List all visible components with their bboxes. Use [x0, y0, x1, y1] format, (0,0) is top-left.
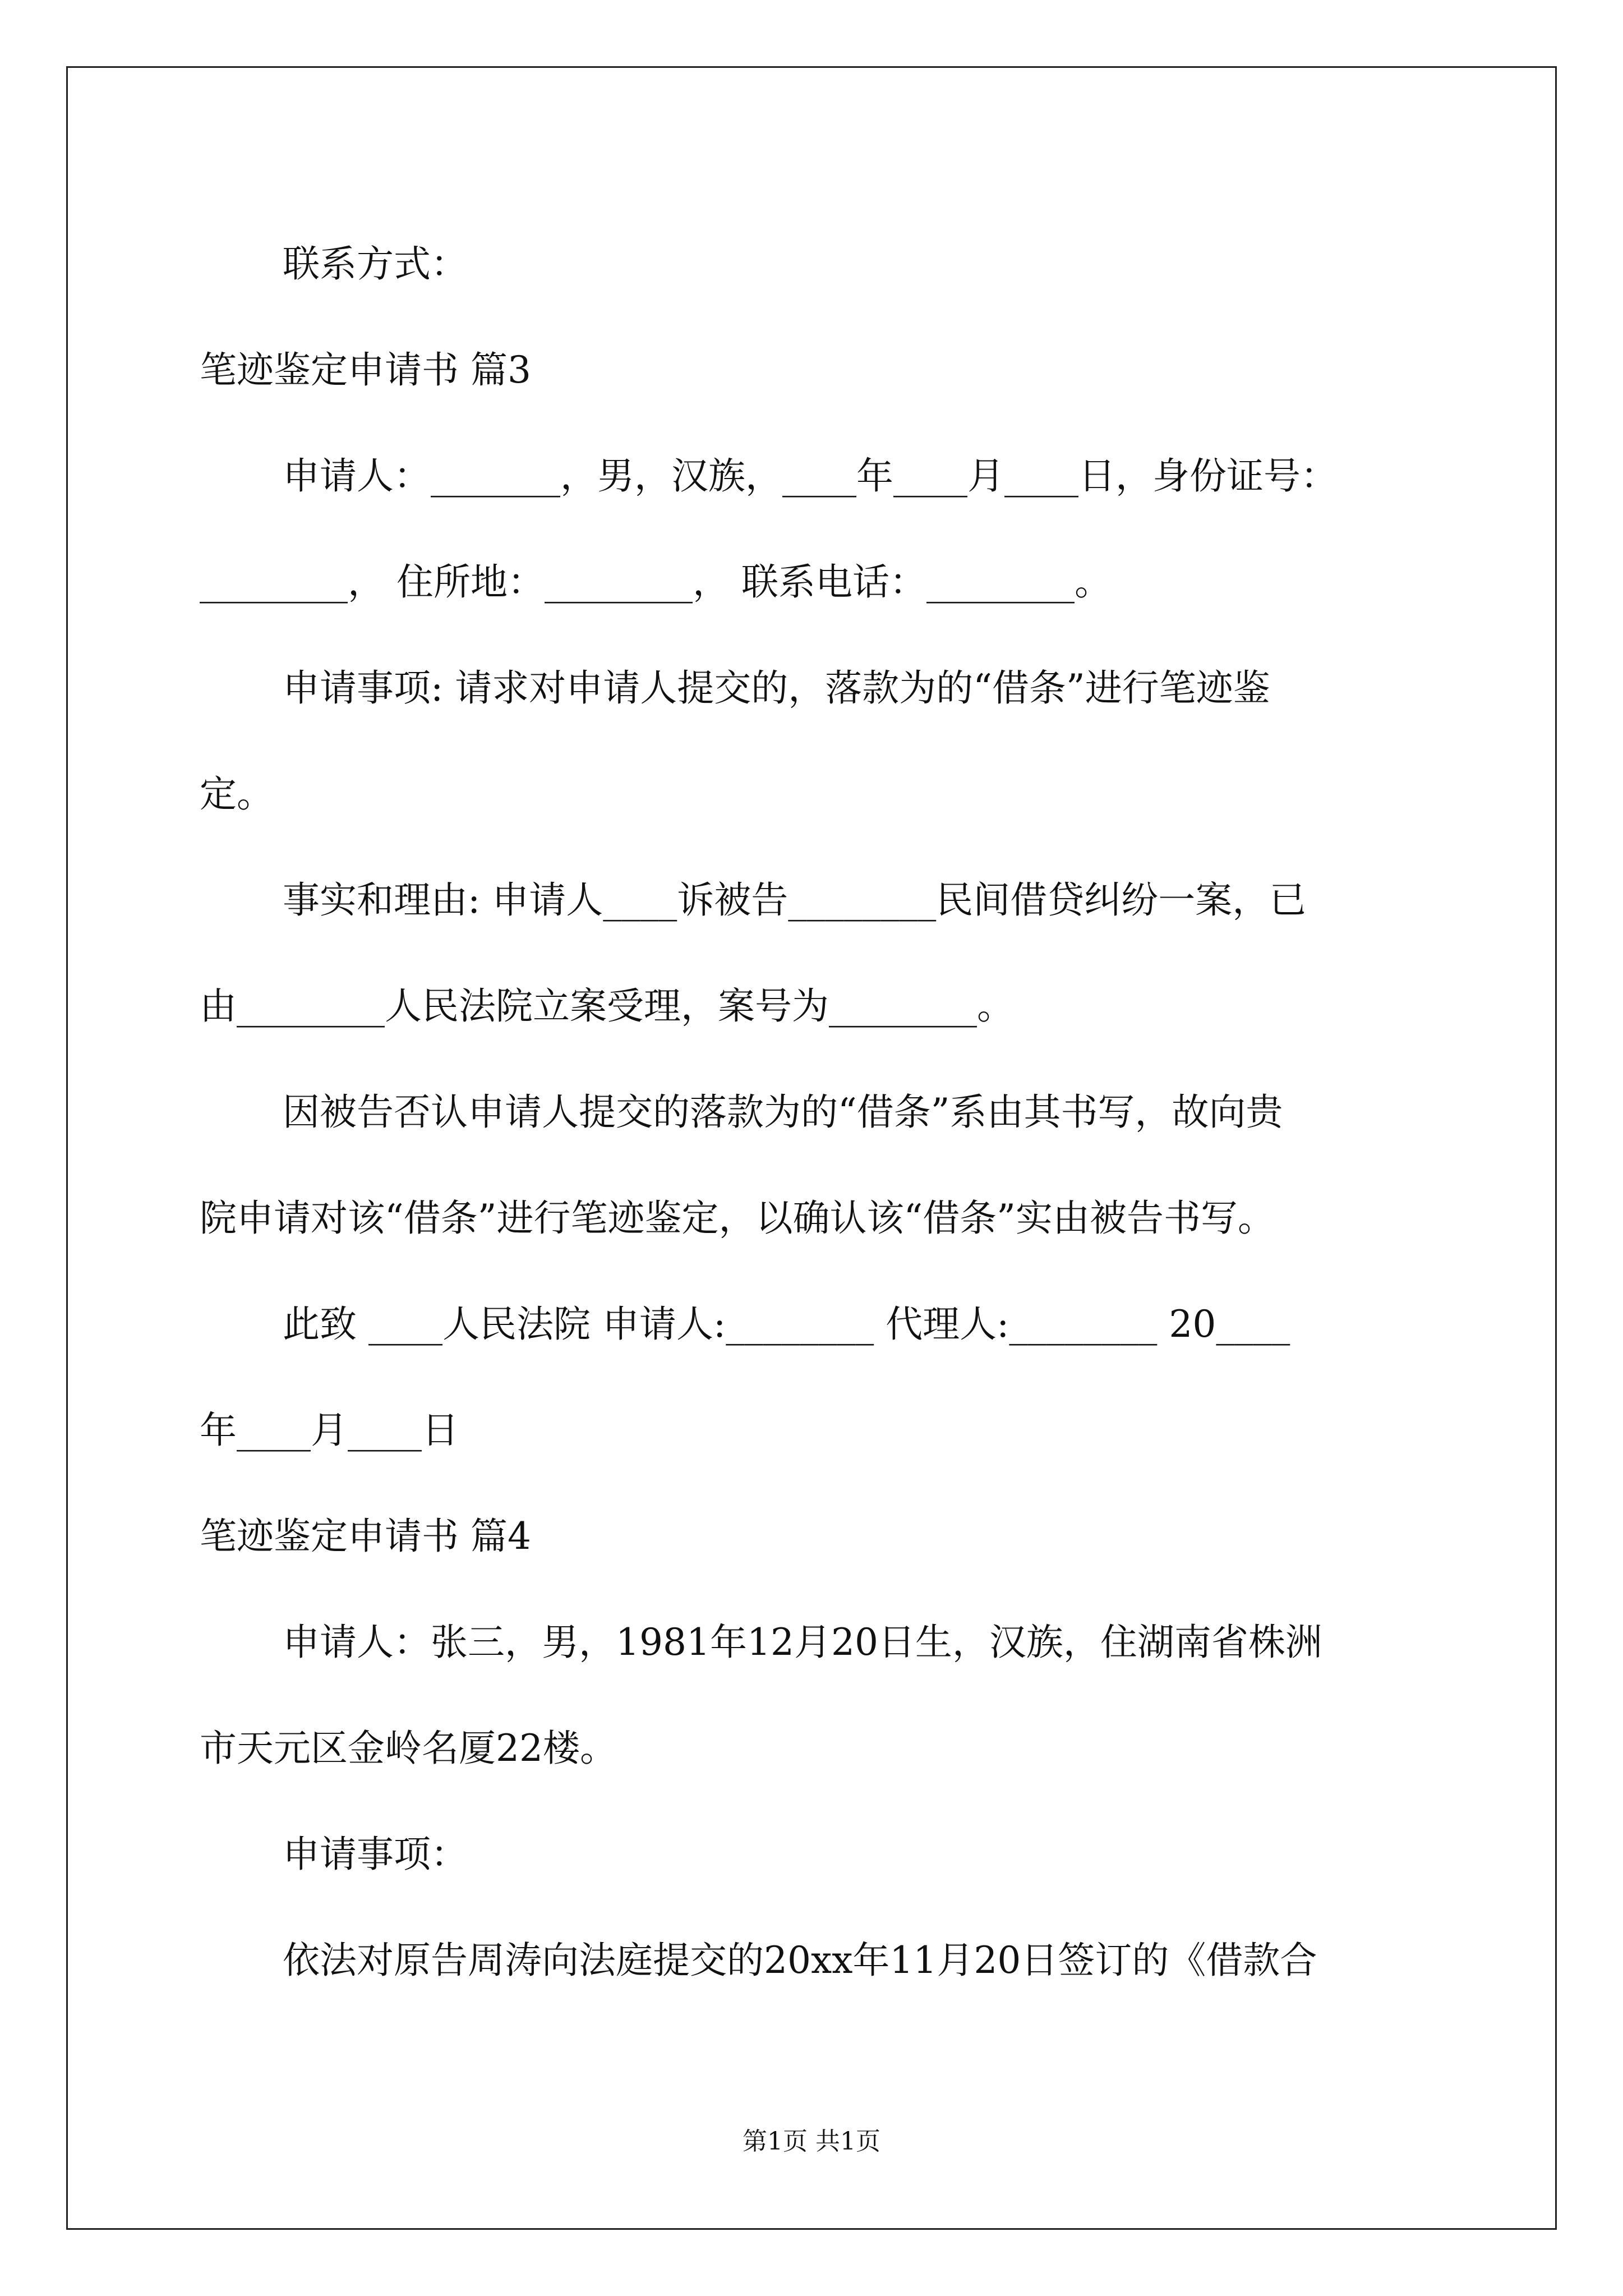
facts-reason-line-2: 由________人民法院立案受理，案号为________。 — [200, 984, 1014, 1028]
facts-reason-line-1: 事实和理由: 申请人____诉被告________民间借贷纠纷一案，已 — [283, 878, 1307, 922]
applicant-detail-line-2: 市天元区金岭名厦22楼。 — [200, 1727, 617, 1770]
request-item-line-1: 申请事项: 请求对申请人提交的，落款为的“借条”进行笔迹鉴 — [283, 666, 1270, 710]
document-body — [200, 211, 1433, 2013]
reason-paragraph-line-2: 院申请对该“借条”进行笔迹鉴定，以确认该“借条”实由被告书写。 — [200, 1197, 1275, 1240]
closing-line-1: 此致 ____人民法院 申请人:________ 代理人:________ 20____ — [283, 1303, 1290, 1346]
section-heading-3: 笔迹鉴定申请书 篇3 — [200, 348, 531, 392]
reason-paragraph-line-1: 因被告否认申请人提交的落款为的“借条”系由其书写，故向贵 — [283, 1091, 1283, 1134]
request-items-line-1: 依法对原告周涛向法庭提交的20xx年11月20日签订的《借款合 — [283, 1939, 1317, 1982]
closing-line-2: 年____月____日 — [200, 1409, 459, 1452]
section-heading-4: 笔迹鉴定申请书 篇4 — [200, 1515, 531, 1558]
page-footer: 第1页 共1页 — [743, 2127, 880, 2156]
applicant-info-line-2: ________， 住所地：________， 联系电话：________。 — [200, 560, 1112, 604]
applicant-detail-line-1: 申请人：张三，男，1981年12月20日生，汉族，住湖南省株洲 — [283, 1621, 1322, 1664]
contact-label: 联系方式： — [283, 242, 468, 286]
request-item-line-2: 定。 — [200, 772, 274, 816]
request-items-label: 申请事项： — [283, 1833, 468, 1876]
applicant-info-line-1: 申请人：_______，男，汉族，____年____月____日，身份证号： — [283, 454, 1338, 498]
